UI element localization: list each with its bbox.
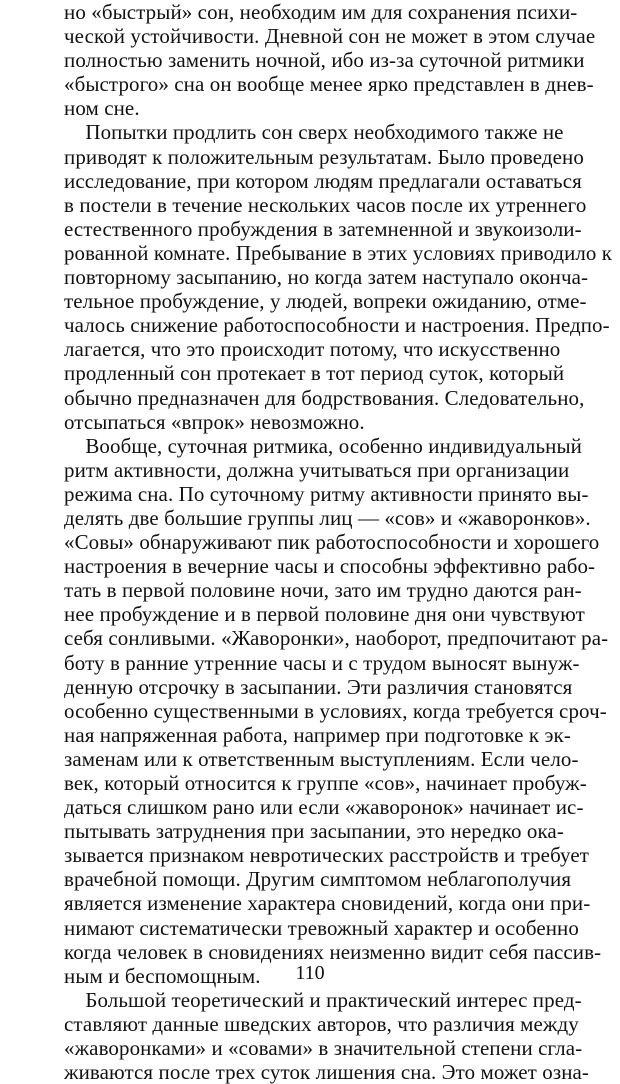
text-line: повторному засыпанию, но когда затем наступало оконча-	[64, 265, 589, 290]
text-line: рованной комнате. Пребывание в этих условиях приводило к	[64, 240, 613, 265]
text-line: ная напряженная работа, например при подготовке к эк-	[64, 722, 571, 747]
text-line: в постели в течение нескольких часов после их утреннего	[64, 192, 587, 217]
text-line: боту в ранние утренние часы и с трудом выносят вынуж-	[64, 650, 580, 675]
text-line: полностью заменить ночной, ибо из-за суточной ритмики	[64, 48, 585, 73]
body-text	[64, 0, 620, 1084]
text-line: «Совы» обнаруживают пик работоспособности и хорошего	[64, 530, 600, 555]
text-line: даться слишком рано или если «жаворонок» начинает ис-	[64, 795, 584, 820]
text-line: тать в первой половине ночи, зато им трудно даются ран-	[64, 578, 582, 603]
text-line: «быстрого» сна он вообще менее ярко представлен в днев-	[64, 72, 594, 97]
text-line: век, который относится к группе «сов», начинает пробуж-	[64, 771, 587, 795]
text-line: обычно предназначен для бодрствования. Следовательно,	[64, 385, 585, 410]
text-line: исследование, при котором людям предлагали оставаться	[64, 168, 582, 193]
text-line: отсыпаться «впрок» невозможно.	[64, 409, 365, 434]
text-line: нее пробуждение и в первой половине дня они чувствуют	[64, 602, 585, 627]
text-line: настроения в вечерние часы и способны эффективно рабо-	[64, 554, 596, 579]
text-line: является изменение характера сновидений, когда они при-	[64, 891, 591, 916]
text-line: когда человек в сновидениях неизменно видит себя пассив-	[64, 939, 602, 964]
text-line: ном сне.	[64, 96, 140, 121]
text-line: пытывать затруднения при засыпании, это нередко ока-	[64, 819, 564, 844]
text-line: лагается, что это происходит потому, что искусственно	[64, 337, 561, 362]
text-line: режима сна. По суточному ритму активности принято вы-	[64, 481, 589, 506]
text-line: ритм активности, должна учитываться при организации	[64, 457, 570, 482]
text-line: врачебной помощи. Другим симптомом неблагополучия	[64, 867, 572, 892]
text-line: живаются после трех суток лишения сна. Это может озна-	[64, 1060, 590, 1084]
text-line: нимают систематически тревожный характер и особенно	[64, 915, 579, 940]
text-line: делять две большие группы лиц — «сов» и «жаворонков».	[64, 505, 591, 530]
text-line: естественного пробуждения в затемненной и звукоизоли-	[64, 216, 582, 241]
text-line: себя сонливыми. «Жаворонки», наоборот, предпочитают ра-	[64, 626, 609, 651]
page-number: 110	[295, 962, 325, 984]
text-line: ным и беспомощным.	[64, 963, 261, 988]
text-line: ческой устойчивости. Дневной сон не может в этом случае	[64, 24, 596, 49]
text-line: чалось снижение работоспособности и настроения. Предпо-	[64, 313, 610, 338]
text-line: «жаворонками» и «совами» в значительной степени сгла-	[64, 1036, 583, 1061]
text-line: особенно существенными в условиях, когда требуется сроч-	[64, 698, 607, 723]
text-line: Попытки продлить сон сверх необходимого также не	[64, 120, 564, 145]
text-line: заменам или к ответственным выступлениям. Если чело-	[64, 746, 579, 771]
text-line: ставляют данные шведских авторов, что различия между	[64, 1011, 579, 1036]
text-line: денную отсрочку в засыпании. Эти различия становятся	[64, 674, 573, 699]
text-line: зывается признаком невротических расстройств и требует	[64, 843, 590, 868]
text-line: Вообще, суточная ритмика, особенно индивидуальный	[64, 433, 582, 458]
text-line: тельное пробуждение, у людей, вопреки ожиданию, отме-	[64, 289, 587, 314]
text-line: но «быстрый» сон, необходим им для сохранения психи-	[64, 0, 578, 24]
text-line: приводят к положительным результатам. Было проведено	[64, 144, 584, 169]
text-line: продленный сон протекает в тот период суток, который	[64, 361, 565, 386]
text-line: Большой теоретический и практический интерес пред-	[64, 987, 582, 1012]
